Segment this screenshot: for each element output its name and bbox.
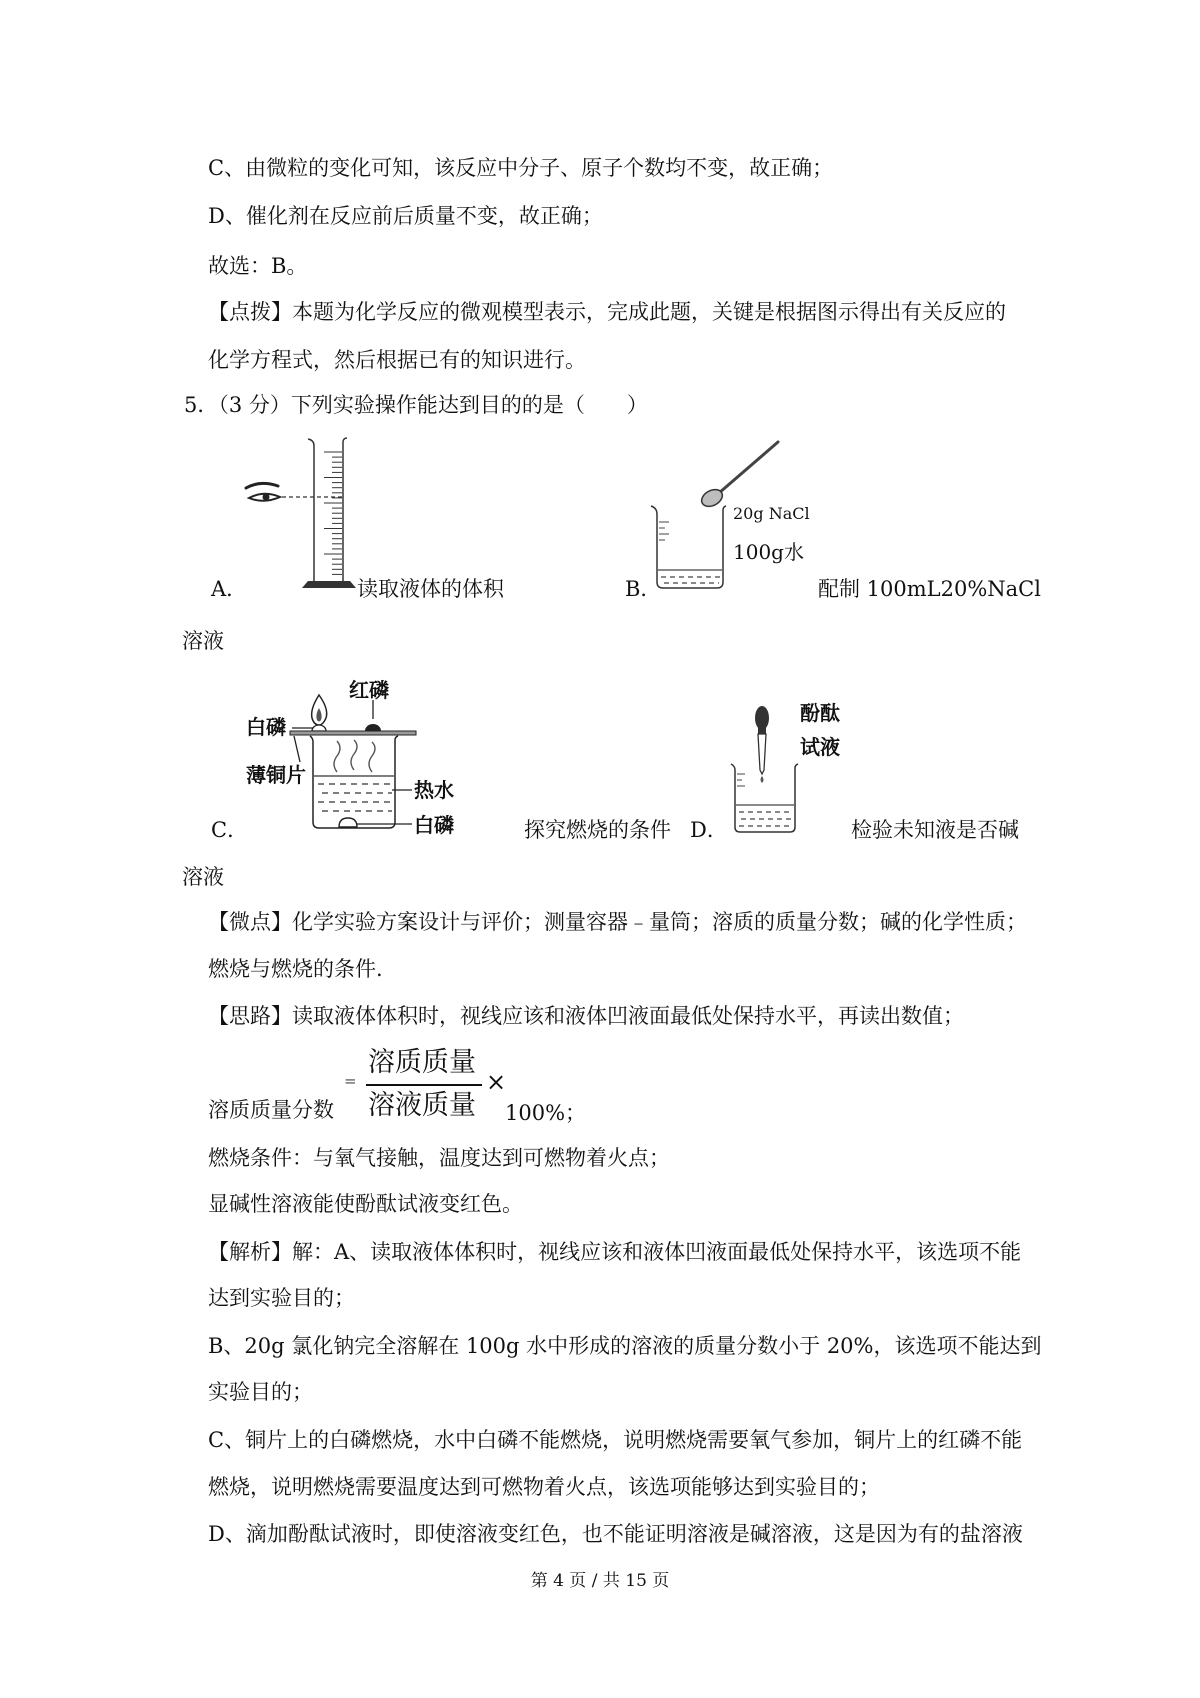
analysis-line: 达到实验目的；: [208, 1286, 355, 1310]
option-a-text: 读取液体的体积: [357, 577, 504, 601]
beaker-scale: [737, 774, 745, 786]
formula-denominator: 溶液质量: [368, 1090, 476, 1121]
formula-lhs: 溶质质量分数: [208, 1098, 334, 1122]
analysis-line: 【解析】解：A、读取液体体积时，视线应该和液体凹液面最低处保持水平，该选项不能: [208, 1240, 1022, 1264]
tip-line-2: 化学方程式，然后根据已有的知识进行。: [208, 348, 586, 372]
cylinder-body: [308, 438, 347, 582]
spoon-label: 20g NaCl: [733, 504, 810, 523]
reagent-label-line-1: 酚酞: [800, 701, 840, 725]
option-d-text-continued: 溶液: [182, 865, 224, 889]
option-c-text: 探究燃烧的条件: [524, 818, 671, 842]
red-phosphorus: [365, 724, 381, 731]
cylinder-scale: [324, 452, 342, 574]
analysis-line: D、滴加酚酞试液时，即使溶液变红色，也不能证明溶液是碱溶液，这是因为有的盐溶液: [208, 1522, 1023, 1546]
analysis-line: 实验目的；: [208, 1380, 313, 1404]
red-phosphorus-label: 红磷: [349, 678, 389, 702]
option-b-label: B．: [625, 577, 662, 601]
cylinder-base: [302, 581, 356, 588]
eye-icon: [246, 483, 280, 500]
key-points-line-1: 【微点】化学实验方案设计与评价；测量容器﹣量筒；溶质的质量分数；碱的化学性质；: [208, 910, 1027, 934]
question-stem: 5．（3 分）下列实验操作能达到目的的是（ ）: [184, 393, 648, 417]
flame-icon: [312, 695, 327, 725]
copper-plate-label: 薄铜片: [246, 763, 306, 787]
white-phosphorus-water-label: 白磷: [414, 813, 454, 837]
hot-water-label: 热水: [414, 778, 454, 802]
solution-option-c: C、由微粒的变化可知，该反应中分子、原子个数均不变，故正确；: [208, 156, 834, 180]
white-phosphorus-on-plate: [312, 725, 326, 731]
formula-rhs: 100%；: [505, 1101, 587, 1125]
dropper-icon: [755, 706, 769, 783]
solution-option-d: D、催化剂在反应前后质量不变，故正确；: [208, 204, 603, 228]
beaker-outline: [310, 736, 398, 828]
analysis-line: C、铜片上的白磷燃烧，水中白磷不能燃烧，说明燃烧需要氧气参加，铜片上的红磷不能: [208, 1428, 1023, 1452]
copper-plate: [290, 731, 416, 735]
option-d-text: 检验未知液是否碱: [851, 818, 1019, 842]
figure-b-spoon-and-beaker: [645, 436, 817, 594]
approach-line-4: 显碱性溶液能使酚酞试液变红色。: [208, 1192, 523, 1216]
white-phosphorus-plate-label: 白磷: [246, 715, 286, 739]
beaker-scale: [659, 522, 669, 540]
steam: [334, 740, 375, 772]
option-b-text: 配制 100mL20%NaCl: [818, 577, 1041, 601]
reagent-label-line-2: 试液: [800, 735, 840, 759]
unknown-liquid: [736, 805, 794, 826]
figure-a-graduated-cylinder: [240, 436, 358, 596]
beaker-label: 100g水: [733, 540, 804, 564]
page-footer: 第 4 页 / 共 15 页: [530, 1571, 670, 1591]
option-c-label: C．: [211, 818, 249, 842]
solution-choice: 故选：B。: [208, 254, 308, 278]
analysis-line: 燃烧，说明燃烧需要温度达到可燃物着火点，该选项能够达到实验目的；: [208, 1475, 880, 1499]
formula-times: ×: [486, 1068, 507, 1096]
option-a-label: A．: [211, 577, 248, 601]
figure-c-combustion-setup: [242, 678, 464, 840]
white-phosphorus-in-water: [339, 818, 357, 827]
hot-water: [314, 776, 394, 811]
formula-numerator: 溶质质量: [368, 1047, 476, 1078]
key-points-line-2: 燃烧与燃烧的条件.: [208, 957, 383, 981]
approach-line-1: 【思路】读取液体体积时，视线应该和液体凹液面最低处保持水平，再读出数值；: [208, 1004, 964, 1028]
tip-line-1: 【点拨】本题为化学反应的微观模型表示，完成此题，关键是根据图示得出有关反应的: [208, 300, 1006, 324]
fraction-bar: [366, 1084, 482, 1086]
analysis-line: B、20g 氯化钠完全溶解在 100g 水中形成的溶液的质量分数小于 20%，该选项不能达到: [208, 1334, 1042, 1358]
spoon-handle: [719, 442, 778, 493]
approach-line-3: 燃烧条件：与氧气接触，温度达到可燃物着火点；: [208, 1146, 670, 1170]
beaker-outline: [651, 506, 726, 588]
option-b-text-continued: 溶液: [182, 629, 224, 653]
water: [658, 570, 722, 583]
formula-equals: =: [344, 1072, 357, 1090]
figure-d-dropper-and-beaker: [725, 700, 850, 838]
option-d-label: D．: [690, 818, 728, 842]
